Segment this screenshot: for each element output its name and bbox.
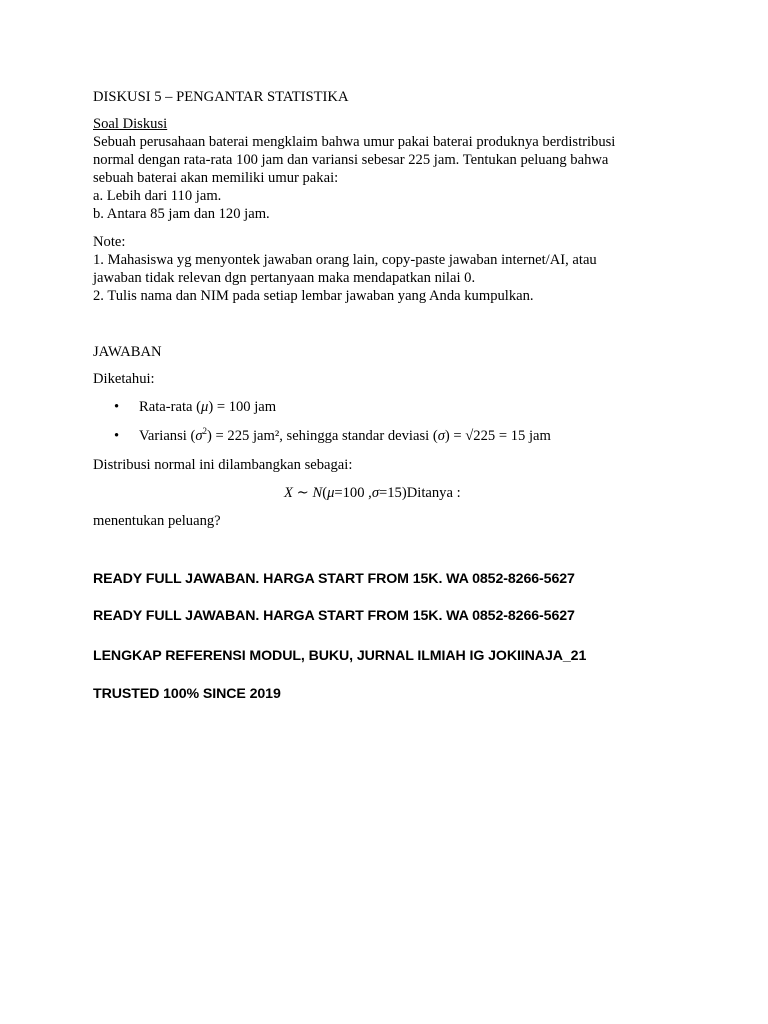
bullet-text: Rata-rata (μ) = 100 jam	[139, 399, 277, 415]
soal-line: Sebuah perusahaan baterai mengklaim bahwa umur pakai baterai produknya berdistribusi	[93, 134, 616, 150]
bullet-text: Variansi $(\sigma^2) = 225$ jam², sehingga standar deviasi (σ) = √225 = 15 jam	[139, 426, 551, 444]
question-tail: menentukan peluang?	[93, 513, 221, 529]
soal-line: normal dengan rata-rata 100 jam dan variansi sebesar 225 jam. Tentukan peluang bahwa	[93, 152, 609, 168]
promo-line: LENGKAP REFERENSI MODUL, BUKU, JURNAL ILMIAH IG JOKIINAJA_21	[93, 648, 587, 664]
note-line: 2. Tulis nama dan NIM pada setiap lembar jawaban yang Anda kumpulkan.	[93, 288, 534, 304]
note-line: 1. Mahasiswa yg menyontek jawaban orang lain, copy-paste jawaban internet/AI, atau	[93, 252, 597, 268]
note-heading: Note:	[93, 234, 126, 250]
jawaban-heading: JAWABAN	[93, 344, 162, 360]
soal-line: sebuah baterai akan memiliki umur pakai:	[93, 170, 339, 186]
document-title: DISKUSI 5 – PENGANTAR STATISTIKA	[93, 89, 349, 105]
soal-heading: Soal Diskusi	[93, 116, 168, 132]
bullet-icon: •	[114, 399, 120, 415]
distribusi-text: Distribusi normal ini dilambangkan sebagai:	[93, 457, 353, 473]
ditanya-label: Ditanya :	[406, 485, 461, 501]
promo-line: TRUSTED 100% SINCE 2019	[93, 686, 281, 702]
promo-line: READY FULL JAWABAN. HARGA START FROM 15K. WA 0852-8266-5627	[93, 571, 575, 587]
soal-option-a: a. Lebih dari 110 jam.	[93, 188, 222, 204]
bullet-icon: •	[114, 428, 120, 444]
diketahui-label: Diketahui:	[93, 371, 155, 387]
note-line: jawaban tidak relevan dgn pertanyaan maka mendapatkan nilai 0.	[93, 270, 476, 286]
normal-distribution-formula: X ∼ N(μ=100 ,σ=15)Ditanya :	[284, 485, 461, 501]
soal-option-b: b. Antara 85 jam dan 120 jam.	[93, 206, 270, 222]
promo-line: READY FULL JAWABAN. HARGA START FROM 15K. WA 0852-8266-5627	[93, 608, 575, 624]
